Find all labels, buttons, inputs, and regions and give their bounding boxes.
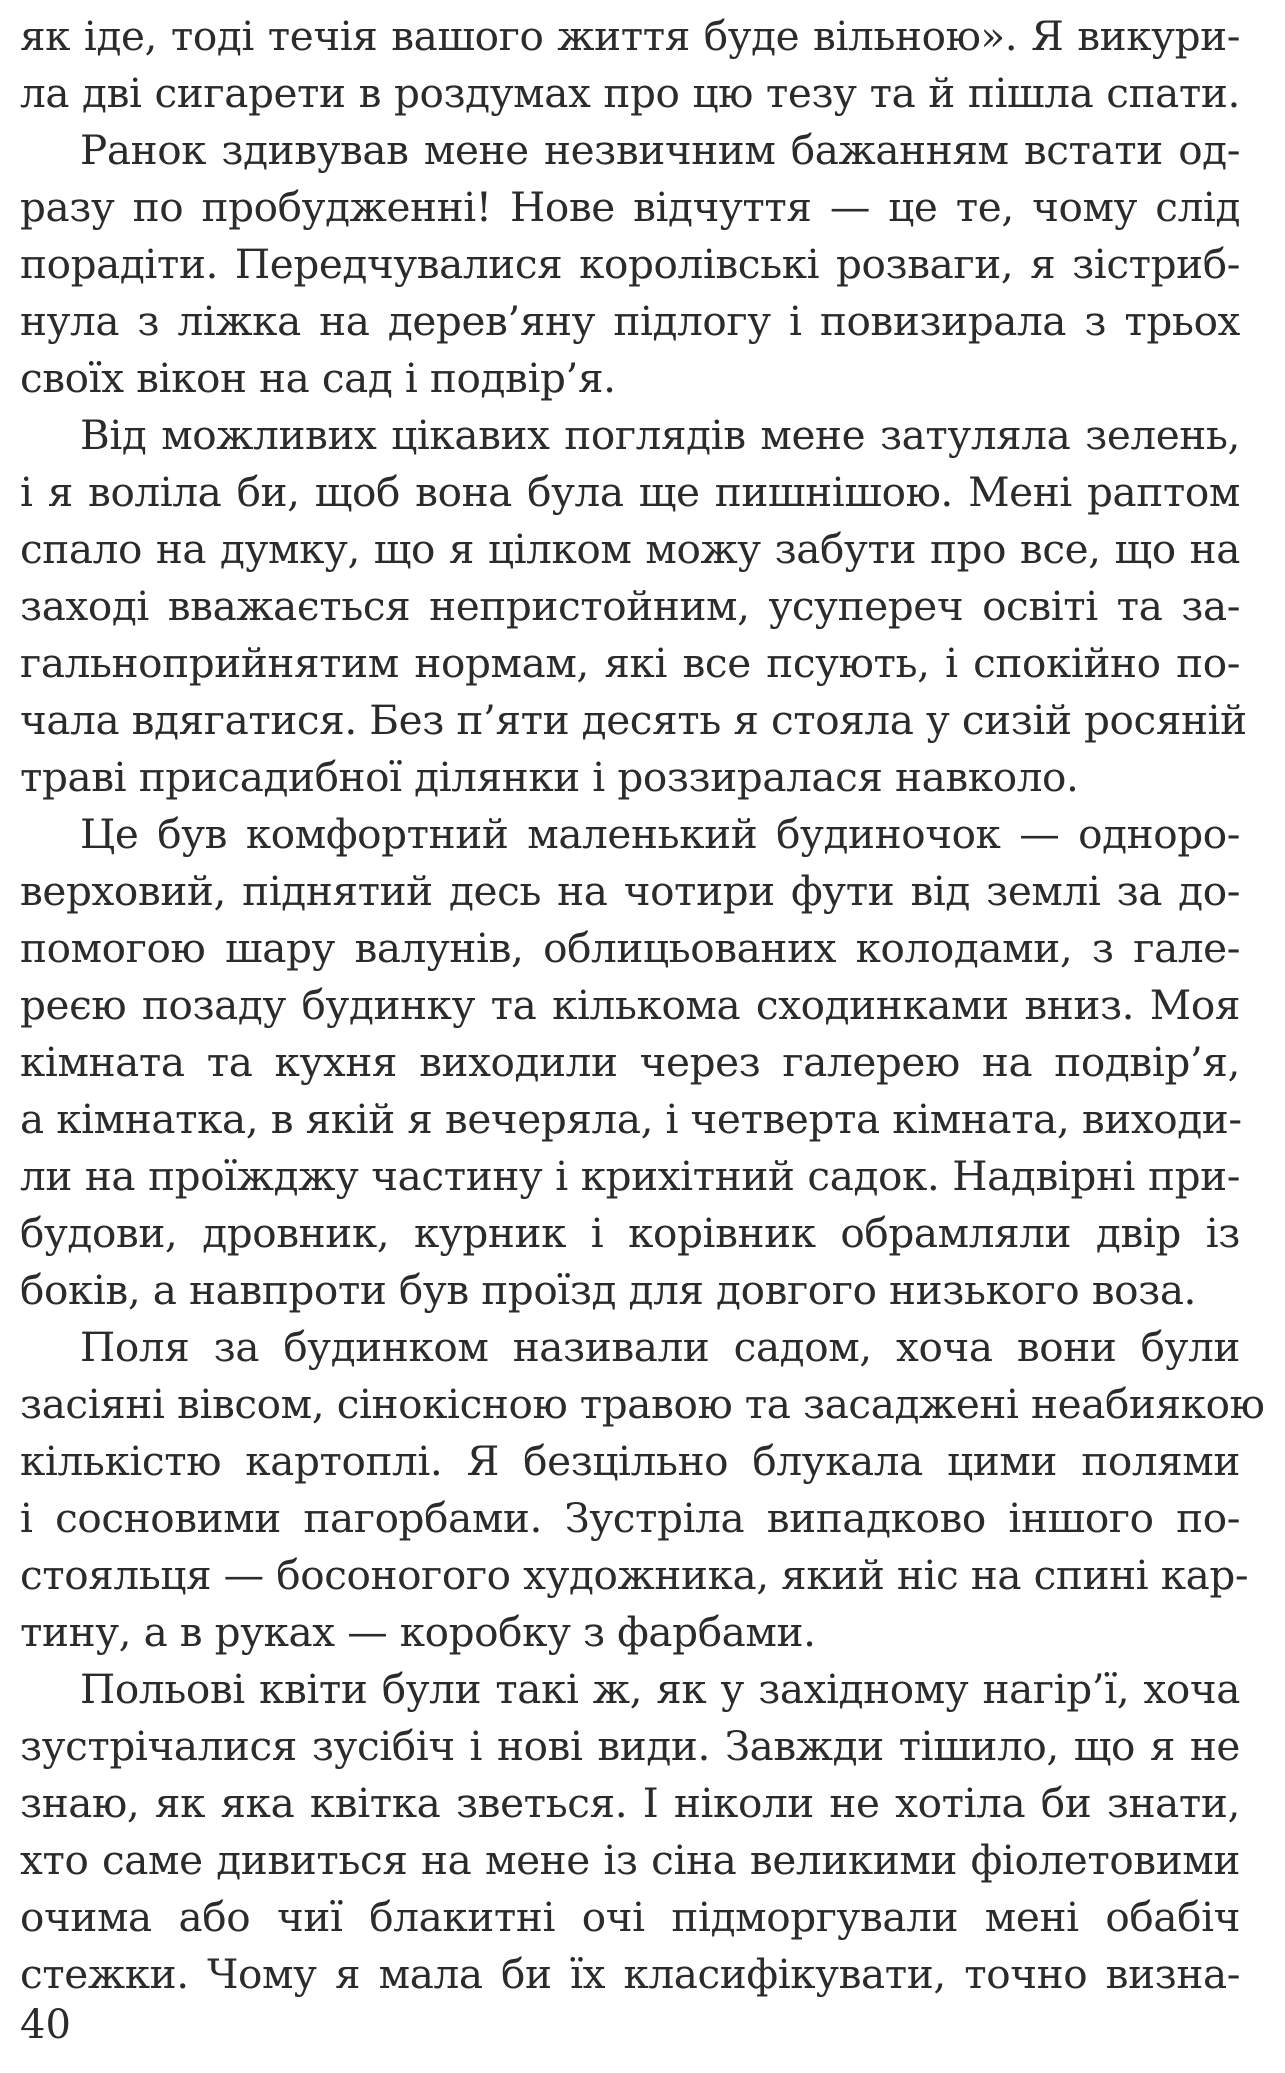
paragraph [20, 8, 1240, 122]
text-line: нула з ліжка на дерев’яну підлогу і повизирала з трьох [20, 297, 1240, 345]
text-line: Це був комфортний маленький будиночок — одноpo- [80, 810, 1240, 858]
text-line: заході вважається непристойним, усупереч освіті та за- [20, 582, 1240, 630]
text-line: а кімнатка, в якій я вечеряла, і четверта кімната, виходи- [20, 1095, 1242, 1143]
text-line: Ранок здивував мене незвичним бажанням встати од- [80, 126, 1240, 174]
paragraph [20, 122, 1240, 407]
text-line: своїх вікон на сад і подвір’я. [20, 354, 616, 402]
text-line: стежки. Чому я мала би їх класифікувати, точно визна- [20, 1950, 1240, 1998]
text-line: Від можливих цікавих поглядів мене затуляла зелень, [80, 411, 1240, 459]
text-line: верховий, піднятий десь на чотири фути від землі за до- [20, 867, 1240, 915]
text-line: разу по пробудженні! Нове відчуття — це те, чому слід [20, 183, 1240, 231]
text-line: чала вдягатися. Без п’яти десять я стояла у сизій росяній [20, 696, 1247, 744]
page-number: 40 [20, 2002, 71, 2048]
text-line: тину, а в руках — коробку з фарбами. [20, 1608, 816, 1656]
text-line: Польові квіти були такі ж, як у західному нагір’ї, хоча [80, 1665, 1240, 1713]
paragraph [20, 1319, 1265, 1661]
text-line: як іде, тоді течія вашого життя буде вільною». Я викури- [20, 12, 1240, 60]
text-line: порадіти. Передчувалися королівські розваги, я зістриб- [20, 240, 1240, 288]
text-line: будови, дровник, курник і корівник обрамляли двір із [20, 1209, 1240, 1257]
page-text-body [20, 8, 1265, 2003]
text-line: і я воліла би, щоб вона була ще пишнішою. Мені раптом [20, 468, 1240, 516]
text-line: кімната та кухня виходили через галерею на подвір’я, [20, 1038, 1240, 1086]
paragraph [20, 806, 1240, 1319]
paragraph [20, 407, 1247, 806]
book-page [20, 8, 1265, 2003]
text-line: засіяні вівсом, сінокісною травою та засаджені неабиякою [20, 1380, 1265, 1428]
text-line: зустрічалися зусібіч і нові види. Завжди тішило, що я не [20, 1722, 1240, 1770]
text-line: кількістю картоплі. Я безцільно блукала цими полями [20, 1437, 1240, 1485]
text-line: стояльця — босоногого художника, який ніс на спині кар- [20, 1551, 1249, 1599]
text-line: і сосновими пагорбами. Зустріла випадково іншого по- [20, 1494, 1240, 1542]
paragraph [20, 1661, 1240, 2003]
text-line: хто саме дивиться на мене із сіна великими фіолетовими [20, 1836, 1240, 1884]
text-line: боків, а навпроти був проїзд для довгого низького воза. [20, 1266, 1197, 1314]
text-line: помогою шару валунів, облицьованих колодами, з гале- [20, 924, 1240, 972]
text-line: знаю, як яка квітка зветься. І ніколи не хотіла би знати, [20, 1779, 1240, 1827]
text-line: реєю позаду будинку та кількома сходинками вниз. Моя [20, 981, 1240, 1029]
text-line: гальноприйнятим нормам, які все псують, і спокійно по- [20, 639, 1240, 687]
text-line: очима або чиї блакитні очі підморгували мені обабіч [20, 1893, 1240, 1941]
text-line: Поля за будинком називали садом, хоча вони були [80, 1323, 1240, 1371]
text-line: спало на думку, що я цілком можу забути про все, що на [20, 525, 1240, 573]
text-line: ла дві сигарети в роздумах про цю тезу та й пішла спати. [20, 69, 1240, 117]
text-line: траві присадибної ділянки і роззиралася навколо. [20, 753, 1079, 801]
text-line: ли на проїжджу частину і крихітний садок. Надвірні при- [20, 1152, 1240, 1200]
